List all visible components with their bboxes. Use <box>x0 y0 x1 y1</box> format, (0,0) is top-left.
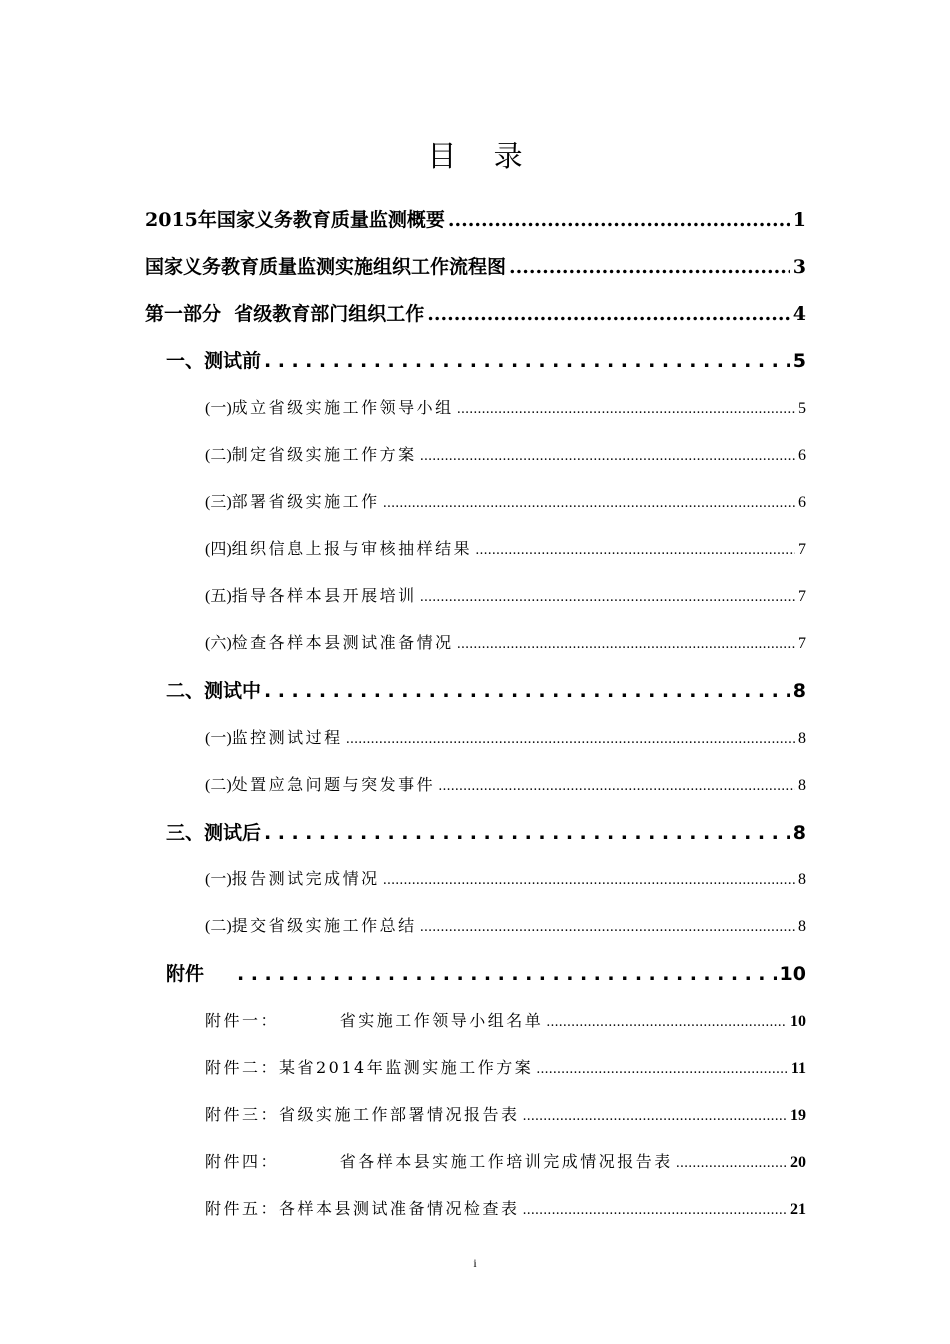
page-number-footer: i <box>473 1256 477 1270</box>
toc-entry-page: 8 <box>792 680 806 702</box>
toc-entry-label: 测试中 <box>204 680 262 702</box>
toc-entry-number: 三、 <box>166 822 205 844</box>
toc-entry[interactable] <box>145 253 806 281</box>
toc-entry[interactable] <box>205 1009 806 1035</box>
page-title: 目 录 <box>427 139 537 173</box>
dot-leader <box>457 398 795 422</box>
toc-entry[interactable] <box>145 206 806 234</box>
toc-entry-label: 部署省级实施工作 <box>231 492 380 511</box>
toc-entry[interactable] <box>166 347 806 375</box>
toc-entry[interactable] <box>205 396 806 422</box>
toc-entry-label: 国家义务教育质量监测实施组织工作流程图 <box>145 256 507 278</box>
toc-entry-page: 4 <box>792 303 806 325</box>
toc-entry-label: 附件二：某省2014年监测实施工作方案 <box>205 1058 534 1077</box>
dot-leader <box>509 253 790 281</box>
toc-entry[interactable] <box>205 867 806 893</box>
dot-leader <box>264 819 790 847</box>
toc-entry-number: (一) <box>205 871 232 888</box>
toc-entry[interactable] <box>205 1056 806 1082</box>
toc-entry-page: 8 <box>798 777 806 794</box>
dot-leader <box>420 445 795 469</box>
dot-leader <box>523 1105 787 1129</box>
dot-leader <box>427 300 790 328</box>
toc-entry[interactable] <box>205 1103 806 1129</box>
toc-entry[interactable] <box>205 1197 806 1223</box>
dot-leader <box>264 347 790 375</box>
toc-entry-page: 20 <box>790 1154 806 1171</box>
toc-entry[interactable] <box>166 960 806 988</box>
toc-entry-page: 3 <box>792 256 806 278</box>
toc-entry[interactable] <box>205 631 806 657</box>
toc-entry-page: 10 <box>779 963 806 985</box>
toc-entry-number: (四) <box>205 541 232 558</box>
dot-leader <box>448 206 790 234</box>
toc-entry-number: (二) <box>205 918 232 935</box>
toc-entry[interactable] <box>205 773 806 799</box>
toc-entry-label: 检查各样本县测试准备情况 <box>231 633 454 652</box>
dot-leader <box>383 869 795 893</box>
toc-entry-number: (一) <box>205 400 232 417</box>
toc-entry-number: (三) <box>205 494 232 511</box>
toc-entry-number: (二) <box>205 777 232 794</box>
toc-entry-label: 指导各样本县开展培训 <box>231 586 417 605</box>
toc-entry-label: 附件五：各样本县测试准备情况检查表 <box>205 1199 520 1218</box>
dot-leader <box>475 539 795 563</box>
toc-entry[interactable] <box>205 1150 806 1176</box>
toc-entry[interactable] <box>166 677 806 705</box>
dot-leader <box>438 775 795 799</box>
toc-entry-page: 6 <box>798 447 806 464</box>
toc-entry-label: 附件四： 省各样本县实施工作培训完成情况报告表 <box>205 1152 673 1171</box>
toc-entry[interactable] <box>205 914 806 940</box>
dot-leader <box>346 728 795 752</box>
dot-leader <box>546 1011 787 1035</box>
toc-entry-label: 提交省级实施工作总结 <box>231 916 417 935</box>
toc-entry-label: 处置应急问题与突发事件 <box>231 775 436 794</box>
toc-entry-label: 附件三：省级实施工作部署情况报告表 <box>205 1105 520 1124</box>
toc-entry-number: (二) <box>205 447 232 464</box>
toc-entry[interactable] <box>205 726 806 752</box>
toc-entry-label: 成立省级实施工作领导小组 <box>231 398 454 417</box>
dot-leader <box>457 633 795 657</box>
toc-entry-page: 6 <box>798 494 806 511</box>
toc-entry-label: 附件 <box>166 963 205 985</box>
toc-entry-page: 7 <box>798 541 806 558</box>
dot-leader <box>264 677 790 705</box>
toc-entry-label: 2015年国家义务教育质量监测概要 <box>145 209 445 231</box>
toc-entry-page: 8 <box>792 822 806 844</box>
dot-leader <box>523 1199 787 1223</box>
toc-entry-page: 21 <box>790 1201 806 1218</box>
toc-entry-label: 附件一： 省实施工作领导小组名单 <box>205 1011 544 1030</box>
toc-entry-number: (六) <box>205 635 232 652</box>
toc-entry-page: 1 <box>792 209 806 231</box>
toc-entry[interactable] <box>145 300 806 328</box>
toc-entry-page: 8 <box>798 730 806 747</box>
toc-entry-number: (一) <box>205 730 232 747</box>
toc-entry-page: 5 <box>792 350 806 372</box>
toc-entry[interactable] <box>205 584 806 610</box>
dot-leader <box>420 586 795 610</box>
toc-entry[interactable] <box>166 819 806 847</box>
toc-entry-label: 报告测试完成情况 <box>231 869 380 888</box>
toc-entry-label: 第一部分 省级教育部门组织工作 <box>145 303 425 325</box>
dot-leader <box>420 916 795 940</box>
dot-leader <box>237 960 777 988</box>
toc-entry[interactable] <box>205 443 806 469</box>
dot-leader <box>383 492 795 516</box>
toc-entry-number: (五) <box>205 588 232 605</box>
toc-entry[interactable] <box>205 490 806 516</box>
toc-entry[interactable] <box>205 537 806 563</box>
toc-entry-page: 19 <box>790 1107 806 1124</box>
toc-entry-page: 8 <box>798 871 806 888</box>
toc-entry-label: 组织信息上报与审核抽样结果 <box>231 539 473 558</box>
toc-entry-label: 监控测试过程 <box>231 728 343 747</box>
toc-entry-page: 5 <box>798 400 806 417</box>
dot-leader <box>676 1152 787 1176</box>
toc-entry-page: 7 <box>798 635 806 652</box>
toc-entry-page: 7 <box>798 588 806 605</box>
toc-entry-label: 制定省级实施工作方案 <box>231 445 417 464</box>
dot-leader <box>536 1058 788 1082</box>
toc-entry-label: 测试后 <box>204 822 262 844</box>
toc-entry-number: 一、 <box>166 350 205 372</box>
toc-entry-page: 10 <box>790 1013 806 1030</box>
toc-entry-label: 测试前 <box>204 350 262 372</box>
toc-entry-page: 11 <box>790 1060 806 1077</box>
toc-entry-page: 8 <box>798 918 806 935</box>
toc-entry-number: 二、 <box>166 680 205 702</box>
